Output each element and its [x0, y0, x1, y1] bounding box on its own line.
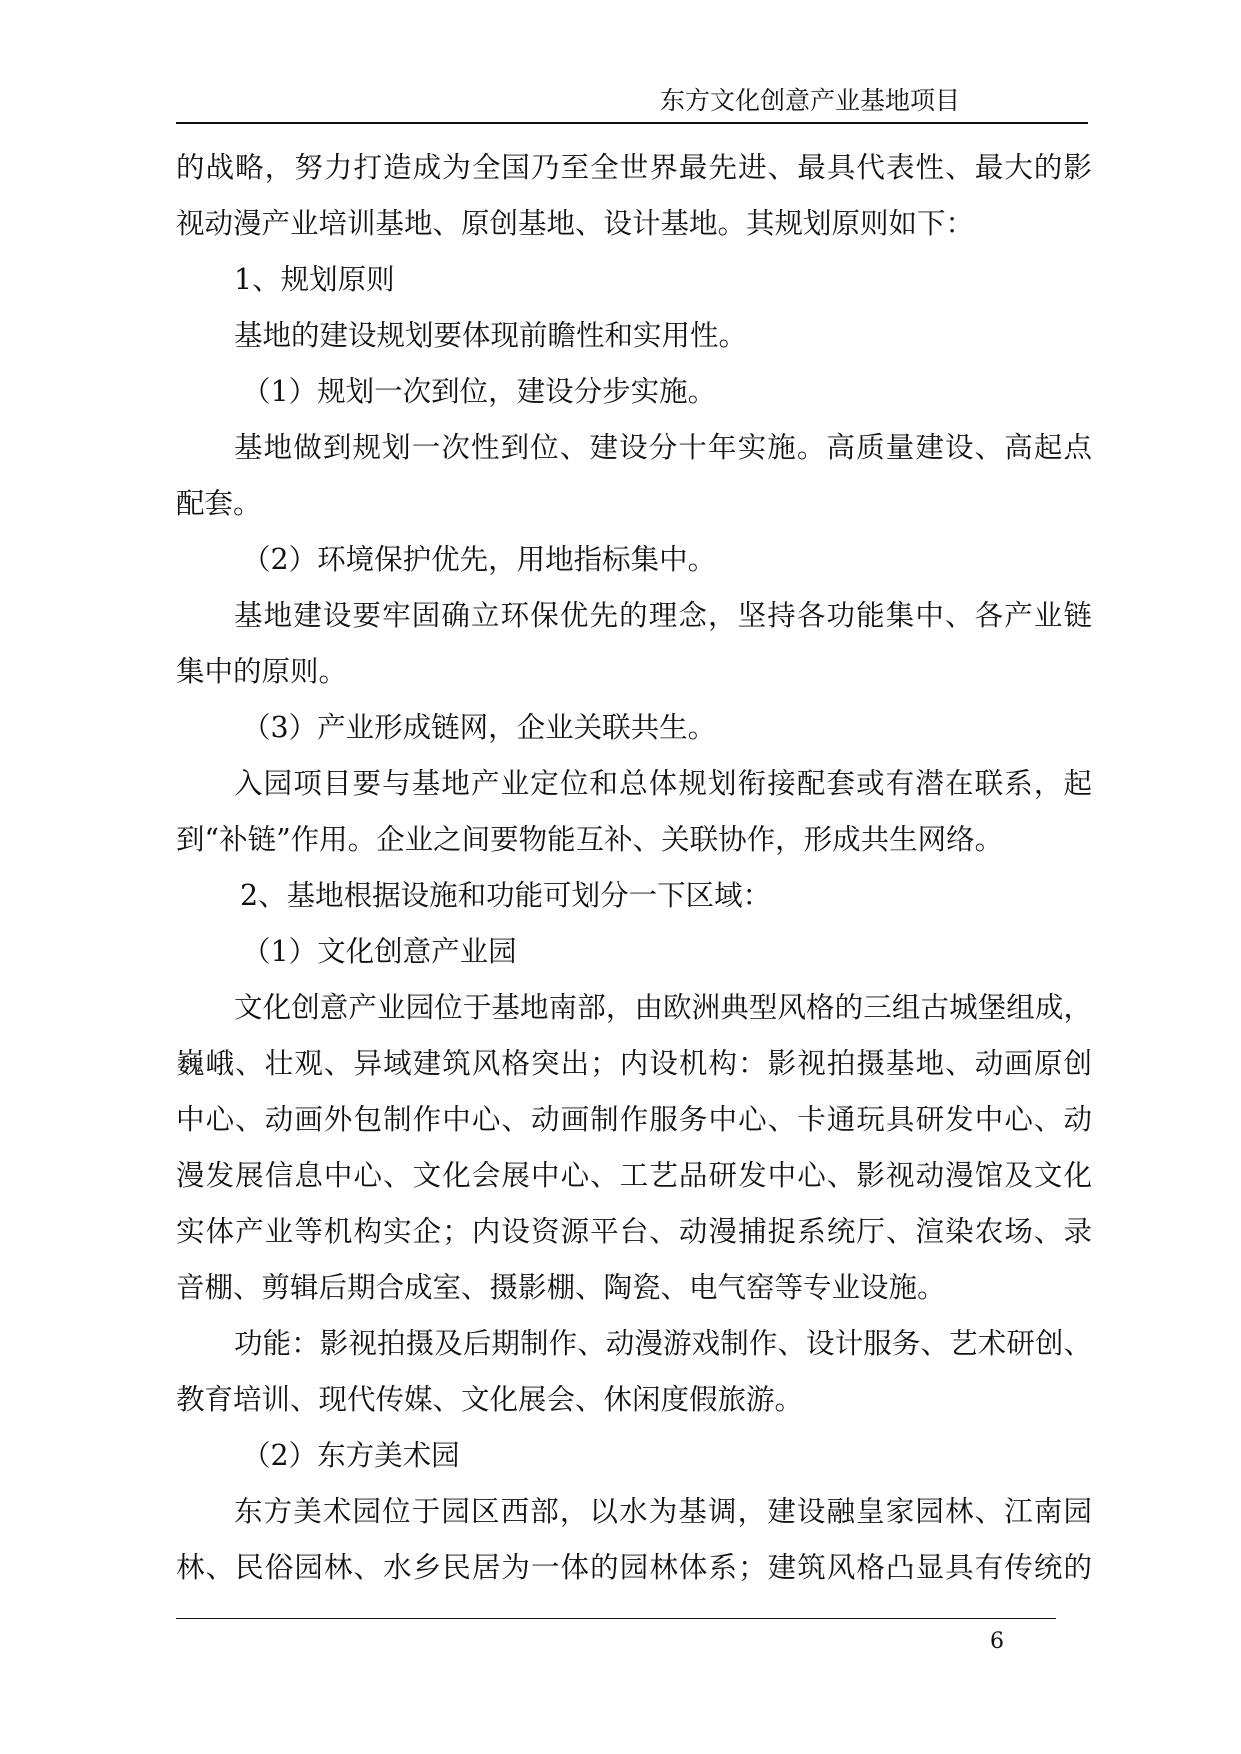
paragraph-line: 漫发展信息中心、文化会展中心、工艺品研发中心、影视动漫馆及文化	[176, 1159, 1092, 1192]
running-header-title: 东方文化创意产业基地项目	[659, 86, 960, 115]
subsection-heading: （1）文化创意产业园	[242, 935, 517, 968]
header-divider	[176, 122, 1088, 124]
subsection-heading: （2）东方美术园	[242, 1439, 460, 1472]
body-text	[176, 140, 1092, 1596]
footer-divider	[176, 1618, 1056, 1619]
subsection-heading: （2）环境保护优先，用地指标集中。	[242, 543, 717, 576]
paragraph-line: 视动漫产业培训基地、原创基地、设计基地。其规划原则如下：	[176, 207, 975, 240]
paragraph-line: 教育培训、现代传媒、文化展会、休闲度假旅游。	[176, 1383, 804, 1416]
paragraph-line: 基地的建设规划要体现前瞻性和实用性。	[234, 319, 748, 352]
paragraph-line: 东方美术园位于园区西部，以水为基调，建设融皇家园林、江南园	[234, 1495, 1092, 1528]
paragraph-line: 文化创意产业园位于基地南部，由欧洲典型风格的三组古城堡组成，	[234, 991, 1092, 1024]
paragraph-line: 实体产业等机构实企；内设资源平台、动漫捕捉系统厅、渲染农场、录	[176, 1215, 1092, 1248]
paragraph-line: 音棚、剪辑后期合成室、摄影棚、陶瓷、电气窑等专业设施。	[176, 1271, 946, 1304]
subsection-heading: （1）规划一次到位，建设分步实施。	[242, 375, 717, 408]
paragraph-line: 巍峨、壮观、异域建筑风格突出；内设机构：影视拍摄基地、动画原创	[176, 1047, 1092, 1080]
section-heading: 2、基地根据设施和功能可划分一下区域：	[240, 879, 772, 912]
subsection-heading: （3）产业形成链网，企业关联共生。	[242, 711, 717, 744]
paragraph-line: 到“补链”作用。企业之间要物能互补、关联协作，形成共生网络。	[176, 823, 1004, 856]
paragraph-line: 林、民俗园林、水乡民居为一体的园林体系；建筑风格凸显具有传统的	[176, 1551, 1092, 1584]
paragraph-line: 入园项目要与基地产业定位和总体规划衔接配套或有潜在联系，起	[234, 767, 1092, 800]
section-heading: 1、规划原则	[234, 263, 395, 296]
paragraph-line: 配套。	[176, 487, 262, 520]
paragraph-line: 中心、动画外包制作中心、动画制作服务中心、卡通玩具研发中心、动	[176, 1103, 1092, 1136]
paragraph-line: 功能：影视拍摄及后期制作、动漫游戏制作、设计服务、艺术研创、	[234, 1327, 1092, 1360]
paragraph-line: 基地建设要牢固确立环保优先的理念，坚持各功能集中、各产业链	[234, 599, 1092, 632]
page-number: 6	[990, 1629, 1004, 1654]
paragraph-line: 的战略，努力打造成为全国乃至全世界最先进、最具代表性、最大的影	[176, 151, 1092, 184]
paragraph-line: 基地做到规划一次性到位、建设分十年实施。高质量建设、高起点	[234, 431, 1092, 464]
paragraph-line: 集中的原则。	[176, 655, 348, 688]
